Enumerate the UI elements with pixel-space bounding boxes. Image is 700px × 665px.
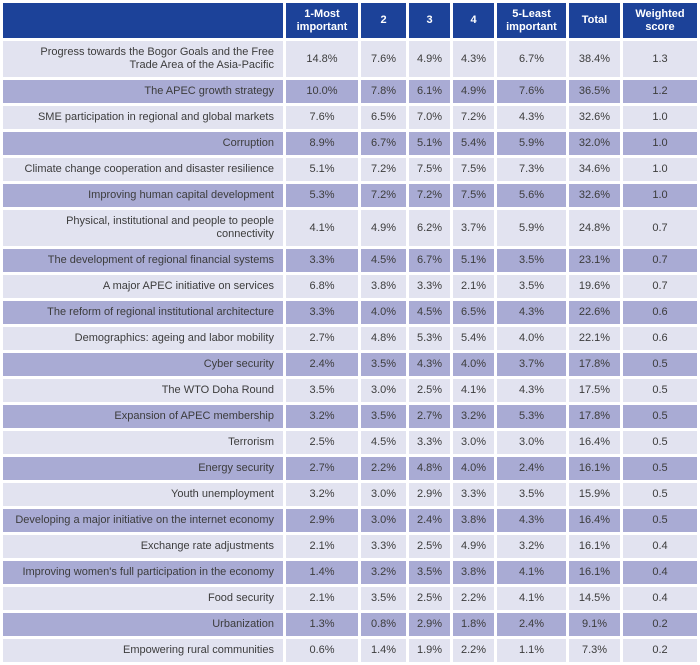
cell-weighted-score: 0.5 <box>623 379 697 402</box>
cell-rank-5: 3.5% <box>497 483 566 506</box>
cell-rank-4: 3.8% <box>453 561 494 584</box>
cell-total: 9.1% <box>569 613 620 636</box>
cell-rank-2: 1.4% <box>361 639 406 662</box>
cell-rank-4: 3.7% <box>453 210 494 246</box>
cell-weighted-score: 0.5 <box>623 483 697 506</box>
cell-rank-3: 2.7% <box>409 405 450 428</box>
cell-rank-4: 7.5% <box>453 158 494 181</box>
cell-rank-5: 5.3% <box>497 405 566 428</box>
cell-rank-1: 4.1% <box>286 210 358 246</box>
cell-rank-2: 3.5% <box>361 353 406 376</box>
cell-rank-5: 4.3% <box>497 106 566 129</box>
cell-rank-2: 3.2% <box>361 561 406 584</box>
table-row <box>3 587 697 610</box>
cell-rank-1: 2.5% <box>286 431 358 454</box>
cell-weighted-score: 0.7 <box>623 210 697 246</box>
cell-rank-5: 3.5% <box>497 249 566 272</box>
cell-rank-4: 3.2% <box>453 405 494 428</box>
cell-total: 19.6% <box>569 275 620 298</box>
cell-rank-2: 4.8% <box>361 327 406 350</box>
cell-rank-1: 2.9% <box>286 509 358 532</box>
cell-total: 24.8% <box>569 210 620 246</box>
cell-rank-5: 5.9% <box>497 210 566 246</box>
column-header-5-least-important: 5-Least important <box>497 3 566 38</box>
cell-rank-5: 2.4% <box>497 613 566 636</box>
cell-total: 17.5% <box>569 379 620 402</box>
column-header-4: 4 <box>453 3 494 38</box>
cell-rank-5: 4.3% <box>497 509 566 532</box>
row-label: Urbanization <box>3 613 283 636</box>
cell-rank-3: 6.1% <box>409 80 450 103</box>
cell-rank-4: 4.3% <box>453 41 494 77</box>
cell-rank-3: 7.0% <box>409 106 450 129</box>
cell-rank-5: 4.1% <box>497 587 566 610</box>
cell-rank-3: 2.5% <box>409 535 450 558</box>
table-header <box>3 3 697 38</box>
cell-rank-1: 7.6% <box>286 106 358 129</box>
row-label: Expansion of APEC membership <box>3 405 283 428</box>
table-row <box>3 106 697 129</box>
table-row <box>3 184 697 207</box>
table-row <box>3 405 697 428</box>
cell-rank-3: 4.8% <box>409 457 450 480</box>
cell-rank-4: 2.2% <box>453 639 494 662</box>
cell-rank-4: 2.1% <box>453 275 494 298</box>
table-row <box>3 327 697 350</box>
cell-rank-1: 8.9% <box>286 132 358 155</box>
cell-rank-4: 5.4% <box>453 132 494 155</box>
cell-rank-3: 4.5% <box>409 301 450 324</box>
cell-rank-3: 4.9% <box>409 41 450 77</box>
cell-rank-2: 3.3% <box>361 535 406 558</box>
row-label: Climate change cooperation and disaster resilience <box>3 158 283 181</box>
cell-total: 16.1% <box>569 535 620 558</box>
column-header-topic-blank <box>3 3 283 38</box>
table-row <box>3 379 697 402</box>
table-row <box>3 132 697 155</box>
cell-rank-5: 7.6% <box>497 80 566 103</box>
cell-weighted-score: 0.5 <box>623 457 697 480</box>
cell-rank-5: 6.7% <box>497 41 566 77</box>
table-row <box>3 535 697 558</box>
cell-rank-5: 4.3% <box>497 301 566 324</box>
cell-weighted-score: 0.4 <box>623 587 697 610</box>
row-label: Developing a major initiative on the internet economy <box>3 509 283 532</box>
row-label: Exchange rate adjustments <box>3 535 283 558</box>
cell-total: 22.1% <box>569 327 620 350</box>
row-label: Corruption <box>3 132 283 155</box>
cell-rank-4: 7.5% <box>453 184 494 207</box>
cell-total: 16.1% <box>569 561 620 584</box>
cell-rank-2: 7.2% <box>361 184 406 207</box>
cell-rank-4: 4.0% <box>453 457 494 480</box>
cell-rank-2: 3.0% <box>361 379 406 402</box>
cell-rank-3: 5.1% <box>409 132 450 155</box>
row-label: The APEC growth strategy <box>3 80 283 103</box>
row-label: The reform of regional institutional architecture <box>3 301 283 324</box>
cell-rank-5: 4.0% <box>497 327 566 350</box>
cell-rank-1: 3.3% <box>286 301 358 324</box>
cell-rank-2: 4.5% <box>361 431 406 454</box>
row-label: Energy security <box>3 457 283 480</box>
row-label: Progress towards the Bogor Goals and the Free Trade Area of the Asia-Pacific <box>3 41 283 77</box>
cell-weighted-score: 1.0 <box>623 106 697 129</box>
cell-rank-2: 3.0% <box>361 509 406 532</box>
cell-rank-2: 4.0% <box>361 301 406 324</box>
table-row <box>3 431 697 454</box>
cell-rank-3: 2.4% <box>409 509 450 532</box>
cell-rank-4: 3.3% <box>453 483 494 506</box>
cell-rank-4: 5.1% <box>453 249 494 272</box>
cell-rank-5: 7.3% <box>497 158 566 181</box>
column-header-weighted-score: Weighted score <box>623 3 697 38</box>
column-header-total: Total <box>569 3 620 38</box>
cell-rank-1: 3.3% <box>286 249 358 272</box>
column-header-2: 2 <box>361 3 406 38</box>
cell-rank-1: 5.1% <box>286 158 358 181</box>
cell-rank-5: 3.0% <box>497 431 566 454</box>
table-row <box>3 41 697 77</box>
cell-rank-3: 6.7% <box>409 249 450 272</box>
cell-total: 34.6% <box>569 158 620 181</box>
cell-rank-2: 4.5% <box>361 249 406 272</box>
cell-rank-5: 4.3% <box>497 379 566 402</box>
row-label: Physical, institutional and people to people connectivity <box>3 210 283 246</box>
cell-total: 14.5% <box>569 587 620 610</box>
cell-weighted-score: 0.7 <box>623 249 697 272</box>
cell-rank-4: 7.2% <box>453 106 494 129</box>
row-label: Cyber security <box>3 353 283 376</box>
row-label: The WTO Doha Round <box>3 379 283 402</box>
cell-rank-1: 2.1% <box>286 587 358 610</box>
cell-rank-1: 3.2% <box>286 405 358 428</box>
cell-rank-2: 2.2% <box>361 457 406 480</box>
cell-rank-3: 7.5% <box>409 158 450 181</box>
cell-total: 16.1% <box>569 457 620 480</box>
cell-rank-2: 7.2% <box>361 158 406 181</box>
cell-weighted-score: 0.5 <box>623 431 697 454</box>
table-row <box>3 561 697 584</box>
cell-rank-2: 0.8% <box>361 613 406 636</box>
cell-rank-3: 3.5% <box>409 561 450 584</box>
cell-weighted-score: 1.3 <box>623 41 697 77</box>
table-row <box>3 353 697 376</box>
cell-weighted-score: 1.0 <box>623 184 697 207</box>
cell-weighted-score: 0.4 <box>623 535 697 558</box>
cell-rank-5: 3.5% <box>497 275 566 298</box>
table-row <box>3 613 697 636</box>
cell-rank-2: 7.6% <box>361 41 406 77</box>
table-row <box>3 483 697 506</box>
cell-total: 22.6% <box>569 301 620 324</box>
cell-rank-5: 5.6% <box>497 184 566 207</box>
cell-rank-5: 5.9% <box>497 132 566 155</box>
cell-weighted-score: 0.5 <box>623 509 697 532</box>
table-row <box>3 158 697 181</box>
cell-rank-4: 2.2% <box>453 587 494 610</box>
table-row <box>3 509 697 532</box>
cell-total: 7.3% <box>569 639 620 662</box>
table-row <box>3 639 697 662</box>
cell-rank-4: 4.9% <box>453 80 494 103</box>
cell-rank-2: 7.8% <box>361 80 406 103</box>
cell-total: 16.4% <box>569 509 620 532</box>
row-label: Food security <box>3 587 283 610</box>
cell-rank-5: 3.7% <box>497 353 566 376</box>
row-label: SME participation in regional and global markets <box>3 106 283 129</box>
cell-rank-3: 2.9% <box>409 613 450 636</box>
cell-rank-2: 3.8% <box>361 275 406 298</box>
row-label: Empowering rural communities <box>3 639 283 662</box>
cell-rank-1: 2.4% <box>286 353 358 376</box>
row-label: Improving women's full participation in the economy <box>3 561 283 584</box>
cell-rank-2: 6.7% <box>361 132 406 155</box>
row-label: The development of regional financial systems <box>3 249 283 272</box>
cell-rank-2: 6.5% <box>361 106 406 129</box>
cell-rank-3: 2.9% <box>409 483 450 506</box>
cell-rank-3: 1.9% <box>409 639 450 662</box>
cell-rank-1: 2.1% <box>286 535 358 558</box>
cell-rank-4: 5.4% <box>453 327 494 350</box>
cell-rank-1: 10.0% <box>286 80 358 103</box>
cell-rank-2: 3.5% <box>361 587 406 610</box>
cell-weighted-score: 0.2 <box>623 613 697 636</box>
cell-rank-3: 6.2% <box>409 210 450 246</box>
cell-weighted-score: 0.6 <box>623 327 697 350</box>
cell-rank-2: 4.9% <box>361 210 406 246</box>
header-row <box>3 3 697 38</box>
cell-rank-1: 2.7% <box>286 457 358 480</box>
cell-rank-1: 14.8% <box>286 41 358 77</box>
cell-weighted-score: 0.5 <box>623 353 697 376</box>
cell-rank-1: 1.4% <box>286 561 358 584</box>
table-row <box>3 249 697 272</box>
cell-rank-3: 7.2% <box>409 184 450 207</box>
row-label: Improving human capital development <box>3 184 283 207</box>
cell-rank-3: 5.3% <box>409 327 450 350</box>
row-label: Youth unemployment <box>3 483 283 506</box>
cell-weighted-score: 0.4 <box>623 561 697 584</box>
cell-weighted-score: 1.2 <box>623 80 697 103</box>
cell-total: 17.8% <box>569 353 620 376</box>
cell-rank-3: 2.5% <box>409 587 450 610</box>
table-row <box>3 275 697 298</box>
cell-rank-2: 3.5% <box>361 405 406 428</box>
cell-total: 32.6% <box>569 106 620 129</box>
cell-rank-5: 2.4% <box>497 457 566 480</box>
cell-rank-4: 3.8% <box>453 509 494 532</box>
cell-total: 16.4% <box>569 431 620 454</box>
cell-total: 32.0% <box>569 132 620 155</box>
cell-weighted-score: 0.7 <box>623 275 697 298</box>
row-label: Terrorism <box>3 431 283 454</box>
cell-rank-1: 2.7% <box>286 327 358 350</box>
cell-total: 15.9% <box>569 483 620 506</box>
table-row <box>3 457 697 480</box>
row-label: A major APEC initiative on services <box>3 275 283 298</box>
cell-rank-1: 0.6% <box>286 639 358 662</box>
cell-total: 36.5% <box>569 80 620 103</box>
cell-rank-3: 3.3% <box>409 275 450 298</box>
cell-weighted-score: 0.5 <box>623 405 697 428</box>
cell-rank-3: 4.3% <box>409 353 450 376</box>
cell-rank-4: 4.0% <box>453 353 494 376</box>
cell-rank-3: 3.3% <box>409 431 450 454</box>
cell-rank-1: 3.2% <box>286 483 358 506</box>
table-row <box>3 210 697 246</box>
cell-rank-5: 4.1% <box>497 561 566 584</box>
cell-weighted-score: 1.0 <box>623 158 697 181</box>
cell-rank-4: 3.0% <box>453 431 494 454</box>
cell-total: 23.1% <box>569 249 620 272</box>
cell-weighted-score: 0.6 <box>623 301 697 324</box>
cell-rank-4: 4.9% <box>453 535 494 558</box>
column-header-3: 3 <box>409 3 450 38</box>
cell-total: 17.8% <box>569 405 620 428</box>
row-label: Demographics: ageing and labor mobility <box>3 327 283 350</box>
table-body <box>3 41 697 662</box>
column-header-1-most-important: 1-Most important <box>286 3 358 38</box>
cell-total: 38.4% <box>569 41 620 77</box>
cell-rank-5: 1.1% <box>497 639 566 662</box>
cell-rank-1: 1.3% <box>286 613 358 636</box>
cell-rank-5: 3.2% <box>497 535 566 558</box>
cell-rank-1: 6.8% <box>286 275 358 298</box>
cell-rank-3: 2.5% <box>409 379 450 402</box>
cell-rank-1: 3.5% <box>286 379 358 402</box>
cell-rank-4: 6.5% <box>453 301 494 324</box>
table-row <box>3 301 697 324</box>
cell-rank-2: 3.0% <box>361 483 406 506</box>
cell-rank-4: 4.1% <box>453 379 494 402</box>
cell-weighted-score: 0.2 <box>623 639 697 662</box>
cell-total: 32.6% <box>569 184 620 207</box>
cell-rank-4: 1.8% <box>453 613 494 636</box>
cell-weighted-score: 1.0 <box>623 132 697 155</box>
cell-rank-1: 5.3% <box>286 184 358 207</box>
table-row <box>3 80 697 103</box>
